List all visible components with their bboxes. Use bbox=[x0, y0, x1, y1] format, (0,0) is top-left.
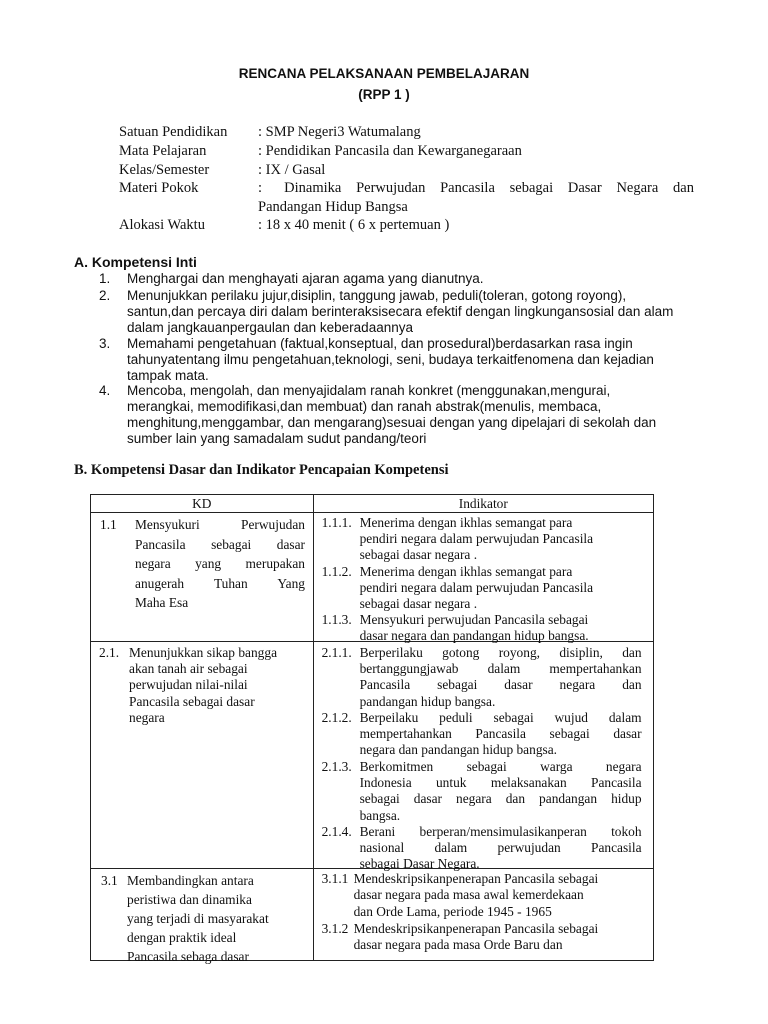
indicator-line: Berkomitmen sebagai warga negara bbox=[359, 759, 642, 774]
indicator-line: nasional dalam perwujudan Pancasila bbox=[359, 840, 642, 856]
competency-number: 3. bbox=[99, 336, 111, 351]
competency-number: 2. bbox=[99, 288, 111, 303]
indicator-text bbox=[360, 564, 642, 613]
indicator-number: 1.1.2. bbox=[321, 564, 352, 579]
indicator-line: Menerima dengan ikhlas semangat para bbox=[359, 564, 573, 579]
kd-line: dengan praktik ideal bbox=[127, 930, 237, 945]
indicator-text bbox=[360, 759, 642, 824]
indicator-text bbox=[360, 710, 642, 759]
kd-line: Pancasila sebaga dasar bbox=[127, 949, 249, 964]
indicator-line: Berani berperan/mensimulasikanperan tokoh bbox=[359, 824, 642, 839]
kd-line: negara yang merupakan bbox=[135, 556, 305, 571]
identity-label: Mata Pelajaran bbox=[119, 143, 207, 159]
indicator-number: 1.1.1. bbox=[321, 515, 352, 530]
competency-line: Mencoba, mengolah, dan menyajidalam ranah konkret (menggunakan,mengurai, bbox=[127, 383, 611, 398]
indicator-line: bertanggungjawab dalam mempertahankan bbox=[359, 661, 642, 677]
indicator-line: Mendeskripsikanpenerapan Pancasila sebagai bbox=[353, 871, 599, 886]
indicator-number: 2.1.3. bbox=[321, 759, 352, 774]
competency-line: tampak mata. bbox=[127, 368, 209, 383]
kd-text bbox=[127, 871, 311, 966]
identity-label: Kelas/Semester bbox=[119, 162, 210, 178]
kd-text bbox=[135, 515, 305, 613]
indicator-line: pendiri negara dalam perwujudan Pancasila bbox=[359, 531, 594, 547]
indicator-text bbox=[360, 824, 642, 873]
indicator-text bbox=[360, 515, 642, 564]
indicator-line: dan Orde Lama, periode 1945 - 1965 bbox=[353, 903, 552, 919]
indicator-line: Berpeilaku peduli sebagai wujud dalam bbox=[359, 710, 642, 725]
competency-line: Menghargai dan menghayati ajaran agama yang dianutnya. bbox=[127, 271, 484, 286]
indicator-line: Menerima dengan ikhlas semangat para bbox=[359, 515, 573, 530]
kd-line: perwujudan nilai-nilai bbox=[129, 677, 248, 693]
indicator-line: sebagai dasar negara . bbox=[359, 547, 478, 563]
competency-number: 4. bbox=[99, 383, 111, 398]
indicator-text bbox=[360, 612, 642, 644]
section-b-heading: B. Kompetensi Dasar dan Indikator Pencapaian Kompetensi bbox=[74, 462, 449, 478]
competency-line: santun,dan percaya diri dalam berinteraksisecara efektif dengan lingkungansosial dan alam bbox=[127, 304, 674, 319]
column-header-kd: KD bbox=[91, 495, 314, 513]
kd-line: negara bbox=[129, 709, 165, 725]
indicator-text bbox=[360, 645, 642, 710]
identity-label: Materi Pokok bbox=[119, 180, 199, 196]
competency-number: 1. bbox=[99, 271, 111, 286]
competency-line: Memahami pengetahuan (faktual,konseptual, dan prosedural)berdasarkan rasa ingin bbox=[127, 336, 633, 351]
indicator-line: bangsa. bbox=[359, 807, 401, 823]
document-title: RENCANA PELAKSANAAN PEMBELAJARAN bbox=[238, 66, 530, 81]
identity-value: : Dinamika Perwujudan Pancasila sebagai Dasar Negara dan bbox=[258, 180, 694, 196]
kd-line: Maha Esa bbox=[135, 595, 189, 610]
indicator-number: 3.1.2 bbox=[321, 921, 349, 936]
kd-number: 2.1. bbox=[99, 645, 120, 660]
identity-value-continuation: Pandangan Hidup Bangsa bbox=[258, 199, 408, 215]
indicator-line: sebagai dasar negara . bbox=[359, 596, 478, 612]
kd-line-wrap bbox=[126, 890, 311, 966]
identity-label: Satuan Pendidikan bbox=[119, 124, 228, 140]
indicator-line: negara dan pandangan hidup bangsa. bbox=[359, 742, 558, 758]
indicator-line: mempertahankan Pancasila sebagai dasar bbox=[359, 726, 642, 742]
indicator-number: 2.1.4. bbox=[321, 824, 352, 839]
indicator-line: pendiri negara dalam perwujudan Pancasila bbox=[359, 580, 594, 596]
kd-line: Mensyukuri Perwujudan bbox=[135, 517, 305, 532]
indicator-text bbox=[354, 921, 642, 954]
kd-indicator-table bbox=[90, 494, 654, 964]
identity-value: : SMP Negeri3 Watumalang bbox=[258, 124, 421, 140]
table-header-row bbox=[91, 495, 654, 513]
indicator-line: Berperilaku gotong royong, disiplin, dan bbox=[359, 645, 642, 660]
indicator-line: sebagai Dasar Negara. bbox=[359, 856, 480, 872]
indicator-line: sebagai dasar negara dan pandangan hidup bbox=[359, 791, 642, 807]
indicator-number: 3.1.1 bbox=[321, 871, 349, 886]
kd-line: anugerah Tuhan Yang bbox=[135, 575, 305, 591]
indicator-line: Pancasila sebagai dasar negara dan bbox=[359, 677, 642, 693]
competency-line: menghitung,menggambar, dan mengarang)sesuai dengan yang dipelajari di sekolah dan bbox=[127, 415, 657, 430]
identity-value: : IX / Gasal bbox=[258, 162, 326, 178]
kd-number: 1.1 bbox=[100, 517, 117, 532]
competency-line: merangkai, memodifikasi,dan membuat) dan ranah abstrak(menulis, membaca, bbox=[127, 399, 602, 414]
indicator-number: 1.1.3. bbox=[321, 612, 352, 627]
indicator-number: 2.1.1. bbox=[321, 645, 352, 660]
indicator-line: pandangan hidup bangsa. bbox=[359, 693, 496, 709]
table-row bbox=[91, 869, 654, 961]
indicator-line: dasar negara pada masa Orde Baru dan bbox=[353, 937, 563, 953]
identity-label: Alokasi Waktu bbox=[119, 217, 205, 233]
document-subtitle: (RPP 1 ) bbox=[358, 87, 410, 102]
table-row bbox=[91, 513, 654, 642]
kd-line: Pancasila sebagai dasar bbox=[135, 536, 305, 552]
column-header-indikator: Indikator bbox=[313, 495, 653, 513]
indicator-line: Mensyukuri perwujudan Pancasila sebagai bbox=[359, 612, 589, 627]
kd-line: peristiwa dan dinamika bbox=[127, 892, 252, 907]
indicator-line: Indonesia untuk melaksanakan Pancasila bbox=[359, 775, 642, 791]
table-row bbox=[91, 642, 654, 869]
kd-line: Membandingkan antara bbox=[127, 873, 254, 888]
competency-line: sumber lain yang samadalam sudut pandang/teori bbox=[127, 431, 427, 446]
section-a-heading: A. Kompetensi Inti bbox=[74, 254, 197, 270]
identity-value: : 18 x 40 menit ( 6 x pertemuan ) bbox=[258, 217, 450, 233]
indicator-line: dasar negara pada masa awal kemerdekaan bbox=[353, 887, 584, 903]
competency-line: dalam jangkauanpergaulan dan keberadaannya bbox=[127, 320, 413, 335]
indicator-number: 2.1.2. bbox=[321, 710, 352, 725]
competency-line: tahunyatentang ilmu pengetahuan,teknologi, seni, budaya terkaitfenomena dan kejadian bbox=[127, 352, 654, 367]
indicator-text bbox=[354, 871, 642, 920]
kd-line: Menunjukkan sikap bangga bbox=[129, 645, 278, 660]
kd-line: akan tanah air sebagai bbox=[129, 661, 248, 677]
kd-line: yang terjadi di masyarakat bbox=[127, 911, 269, 926]
identity-value: : Pendidikan Pancasila dan Kewarganegaraan bbox=[258, 143, 522, 159]
indicator-line: Mendeskripsikanpenerapan Pancasila sebagai bbox=[353, 921, 599, 936]
competency-line: Menunjukkan perilaku jujur,disiplin, tanggung jawab, peduli(toleran, gotong royong), bbox=[127, 288, 627, 303]
indicator-line: dasar negara dan pandangan hidup bangsa. bbox=[359, 628, 589, 644]
kd-text bbox=[129, 645, 309, 726]
kd-line: Pancasila sebagai dasar bbox=[129, 693, 255, 709]
kd-number: 3.1 bbox=[101, 873, 118, 888]
